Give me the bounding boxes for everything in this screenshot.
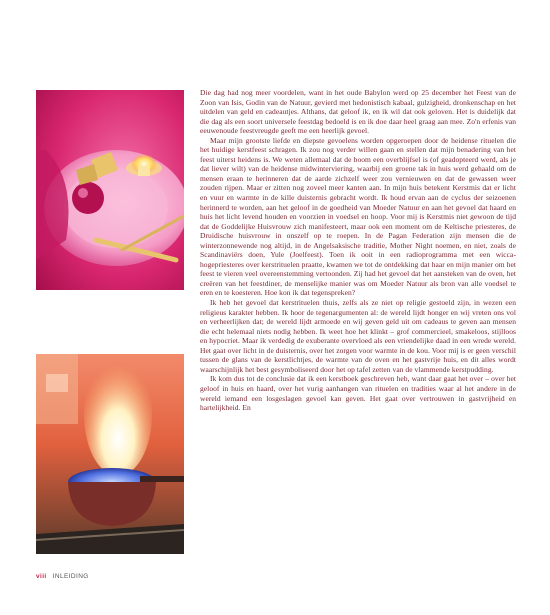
- page-footer: [36, 573, 89, 580]
- paragraph-3: Ik heb het gevoel dat kerstrituelen thuis, zelfs als ze niet op religie gestoeld zijn, in wezen een religieus karakter hebben. Ik hoor de tegenargumenten al: de wereld lijdt honger en wij vreten ons vol en verheerlijken dat; de wereld lijdt armoede en wij geven geld uit om cadeaus te geven aan mensen die echt helemaal niets nodig hebben. Ik weet hoe het klinkt – grof commercieel, smakeloos, stijlloos en hypocriet. Maar ik verdedig de exuberante overvloed als een vriendelijke daad in een wrede wereld. Het gaat over licht in de duisternis, over het zorgen voor warmte in de kou. Voor mij is er geen verschil tussen de glans van de kerstlichtjes, de warmte van de oven en het gastvrije huis, en dit alles wordt waarschijnlijk het best gesymboliseerd door het op tafel zetten van de vlammende kerstpudding.: [200, 298, 516, 374]
- paragraph-2: Maar mijn grootste liefde en diepste gevoelens worden opgeroepen door de heidense rituelen die het huidige kerstfeest schragen. Ik zou nog verder willen gaan en stellen dat mijn benadering van het feest uiterst heidens is. We weten allemaal dat de boom een overblijfsel is (of geadopteerd werd, als je dat liever wilt) van de heidense midwinterviering, waarbij een groene tak in huis werd gehaald om de mensen eraan te herinneren dat de aarde zichzelf weer zou vernieuwen en dat de gewassen weer zouden rijpen. Maar er zitten nog zoveel meer kanten aan. In mijn huis betekent Kerstmis dat er licht en vuur en warmte in de kille duisternis gebracht wordt. Ik houd ervan aan de cyclus der seizoenen herinnerd te worden, aan het geloof in de goedheid van Moeder Natuur en aan het gevoel dat haard en huis het licht levend houden en voorzien in voedsel en hoop. Voor mij is Kerstmis niet gewoon de tijd dat de Goddelijke Huisvrouw zich manifesteert, maar ook een moment om de Keltische priesteres, de Druidische huisvrouw in onszelf op te roepen. In de Pagan Federation zijn mensen die de winterzonnewende nog altijd, in de Angelsaksische traditie, Mother Night noemen, en niet, zoals de Scandinaviërs doen, Yule (Joelfeest). Toen ik ooit in een radioprogramma met een wicca-hogepriesteres over kerstrituelen praatte, kwamen we tot de ontdekking dat haar en mijn manier om het feest te vieren veel overeenstemming vertoonden. Zij had het gevoel dat het aansteken van de oven, het creëren van het feestdiner, de menselijke manier was om Moeder Natuur als bron van alle voedsel te eren en te koesteren. Hoe kon ik dat tegenspreken?: [200, 135, 516, 298]
- flaming-pan-illustration: [36, 354, 184, 554]
- paragraph-4: Ik kom dus tot de conclusie dat ik een kerstboek geschreven heb, want daar gaat het over – over het geloof in huis en haard, over het vurig aanhangen van rituelen en tradities waar al het andere in de wereld iemand een losgeslagen gevoel kan geven. Het gaat over vertrouwen in gastvrijheid en hartelijkheid. En: [200, 374, 516, 413]
- christmas-table-photo: [36, 90, 184, 290]
- page-number: viii: [36, 573, 47, 580]
- section-title: INLEIDING: [52, 573, 89, 580]
- body-text: [200, 88, 516, 413]
- paragraph-1: Die dag had nog meer voordelen, want in het oude Babylon werd op 25 december het Feest van de Zoon van Isis, Godin van de Natuur, gevierd met hedonistisch kabaal, gulzigheid, dronkenschap en het uitdelen van geld en cadeautjes. Althans, dat geloof ik, en ik wil dat ook geloven. Het is duidelijk dat die dag als een soort universele feestdag bedoeld is en ik doe daar heel graag aan mee. Zo'n erfenis van eeuwenoude feestvreugde geeft me een heerlijk gevoel.: [200, 88, 516, 136]
- flaming-pudding-photo: [36, 354, 184, 554]
- table-setting-illustration: [36, 90, 184, 290]
